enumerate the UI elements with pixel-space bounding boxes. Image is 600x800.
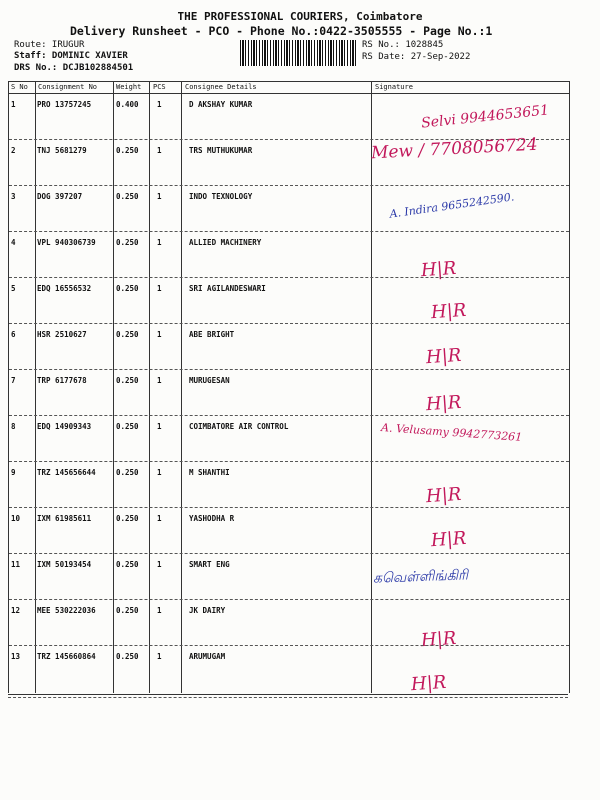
col-header-consignee: Consignee Details: [185, 83, 257, 91]
row-pcs: 1: [157, 514, 162, 523]
row-weight: 0.250: [116, 146, 139, 155]
barcode: [240, 40, 358, 66]
handwritten-signature: Mew / 7708056724: [370, 134, 539, 164]
row-consignment-no: EDQ 16556532: [37, 284, 92, 293]
col-header-signature: Signature: [375, 83, 413, 91]
row-sno: 7: [11, 376, 16, 385]
row-consignee: TRS MUTHUKUMAR: [189, 146, 253, 155]
handwritten-signature: H|R: [425, 344, 463, 369]
handwritten-signature: H|R: [420, 627, 458, 652]
row-consignment-no: MEE 530222036: [37, 606, 96, 615]
row-consignee: YASHODHA R: [189, 514, 235, 523]
row-pcs: 1: [157, 330, 162, 339]
row-divider: [9, 369, 569, 370]
col-header-weight: Weight: [116, 83, 142, 91]
col-header-sno: S No: [11, 83, 28, 91]
row-consignment-no: TRZ 145660864: [37, 652, 96, 661]
row-consignee: ABE BRIGHT: [189, 330, 235, 339]
handwritten-signature: A. Velusamy 9942773261: [380, 421, 523, 444]
rs-date: RS Date: 27-Sep-2022: [362, 52, 471, 62]
row-divider: [9, 231, 569, 232]
row-weight: 0.250: [116, 560, 139, 569]
col-header-pcs: PCS: [153, 83, 166, 91]
row-sno: 13: [11, 652, 21, 661]
row-sno: 5: [11, 284, 16, 293]
handwritten-signature: H|R: [430, 527, 468, 552]
row-weight: 0.250: [116, 606, 139, 615]
table-bottom-dash: [8, 697, 568, 698]
row-divider: [9, 415, 569, 416]
row-consignment-no: IXM 61985611: [37, 514, 92, 523]
row-weight: 0.250: [116, 422, 139, 431]
row-consignment-no: TNJ 5681279: [37, 146, 87, 155]
staff-label: Staff: DOMINIC XAVIER: [14, 51, 128, 61]
handwritten-signature: H|R: [425, 483, 463, 508]
row-pcs: 1: [157, 376, 162, 385]
row-sno: 1: [11, 100, 16, 109]
handwritten-signature: H|R: [410, 671, 448, 696]
rs-number: RS No.: 1028845: [362, 40, 444, 50]
row-divider: [9, 323, 569, 324]
row-weight: 0.250: [116, 376, 139, 385]
row-weight: 0.250: [116, 284, 139, 293]
row-consignee: SMART ENG: [189, 560, 230, 569]
row-weight: 0.250: [116, 238, 139, 247]
runsheet-table: [8, 81, 570, 696]
row-pcs: 1: [157, 238, 162, 247]
row-consignment-no: IXM 50193454: [37, 560, 92, 569]
row-pcs: 1: [157, 606, 162, 615]
row-divider: [9, 507, 569, 508]
row-consignee: D AKSHAY KUMAR: [189, 100, 253, 109]
row-consignment-no: DOG 397207: [37, 192, 83, 201]
row-pcs: 1: [157, 652, 162, 661]
row-consignment-no: VPL 940306739: [37, 238, 96, 247]
row-weight: 0.250: [116, 652, 139, 661]
row-divider: [9, 599, 569, 600]
handwritten-signature: A. Indira 9655242590.: [388, 190, 516, 221]
row-pcs: 1: [157, 560, 162, 569]
row-consignee: ALLIED MACHINERY: [189, 238, 262, 247]
row-consignment-no: EDQ 14909343: [37, 422, 92, 431]
row-sno: 10: [11, 514, 21, 523]
row-weight: 0.250: [116, 468, 139, 477]
row-pcs: 1: [157, 192, 162, 201]
row-sno: 8: [11, 422, 16, 431]
handwritten-signature: கவெள்ளிங்கிரி: [372, 567, 469, 587]
row-sno: 2: [11, 146, 16, 155]
handwritten-signature: H|R: [425, 391, 463, 416]
row-sno: 11: [11, 560, 21, 569]
row-sno: 6: [11, 330, 16, 339]
row-divider: [9, 461, 569, 462]
row-pcs: 1: [157, 100, 162, 109]
row-consignee: M SHANTHI: [189, 468, 230, 477]
row-consignee: JK DAIRY: [189, 606, 226, 615]
row-consignee: COIMBATORE AIR CONTROL: [189, 422, 289, 431]
handwritten-signature: H|R: [430, 299, 468, 324]
row-sno: 9: [11, 468, 16, 477]
row-weight: 0.400: [116, 100, 139, 109]
row-consignment-no: TRZ 145656644: [37, 468, 96, 477]
row-divider: [9, 553, 569, 554]
row-pcs: 1: [157, 422, 162, 431]
row-divider: [9, 277, 569, 278]
row-weight: 0.250: [116, 514, 139, 523]
runsheet-subtitle: Delivery Runsheet - PCO - Phone No.:0422-3505555 - Page No.:1: [70, 24, 493, 38]
col-header-consignment: Consignment No: [38, 83, 98, 91]
row-consignment-no: HSR 2510627: [37, 330, 87, 339]
row-consignee: ARUMUGAM: [189, 652, 226, 661]
drs-number: DRS No.: DCJB102884501: [14, 63, 134, 73]
document-title: THE PROFESSIONAL COURIERS, Coimbatore: [177, 10, 423, 23]
row-sno: 12: [11, 606, 21, 615]
handwritten-signature: Selvi 9944653651: [420, 102, 550, 132]
row-consignee: SRI AGILANDESWARI: [189, 284, 266, 293]
row-consignment-no: TRP 6177678: [37, 376, 87, 385]
row-sno: 3: [11, 192, 16, 201]
row-pcs: 1: [157, 146, 162, 155]
row-divider: [9, 645, 569, 646]
row-consignee: MURUGESAN: [189, 376, 230, 385]
row-consignee: INDO TEXNOLOGY: [189, 192, 253, 201]
row-weight: 0.250: [116, 192, 139, 201]
row-weight: 0.250: [116, 330, 139, 339]
row-pcs: 1: [157, 468, 162, 477]
route-label: Route: IRUGUR: [14, 40, 85, 50]
table-bottom-rule: [8, 694, 568, 695]
row-divider: [9, 185, 569, 186]
handwritten-signature: H|R: [420, 257, 458, 282]
row-consignment-no: PRO 13757245: [37, 100, 92, 109]
row-sno: 4: [11, 238, 16, 247]
row-pcs: 1: [157, 284, 162, 293]
